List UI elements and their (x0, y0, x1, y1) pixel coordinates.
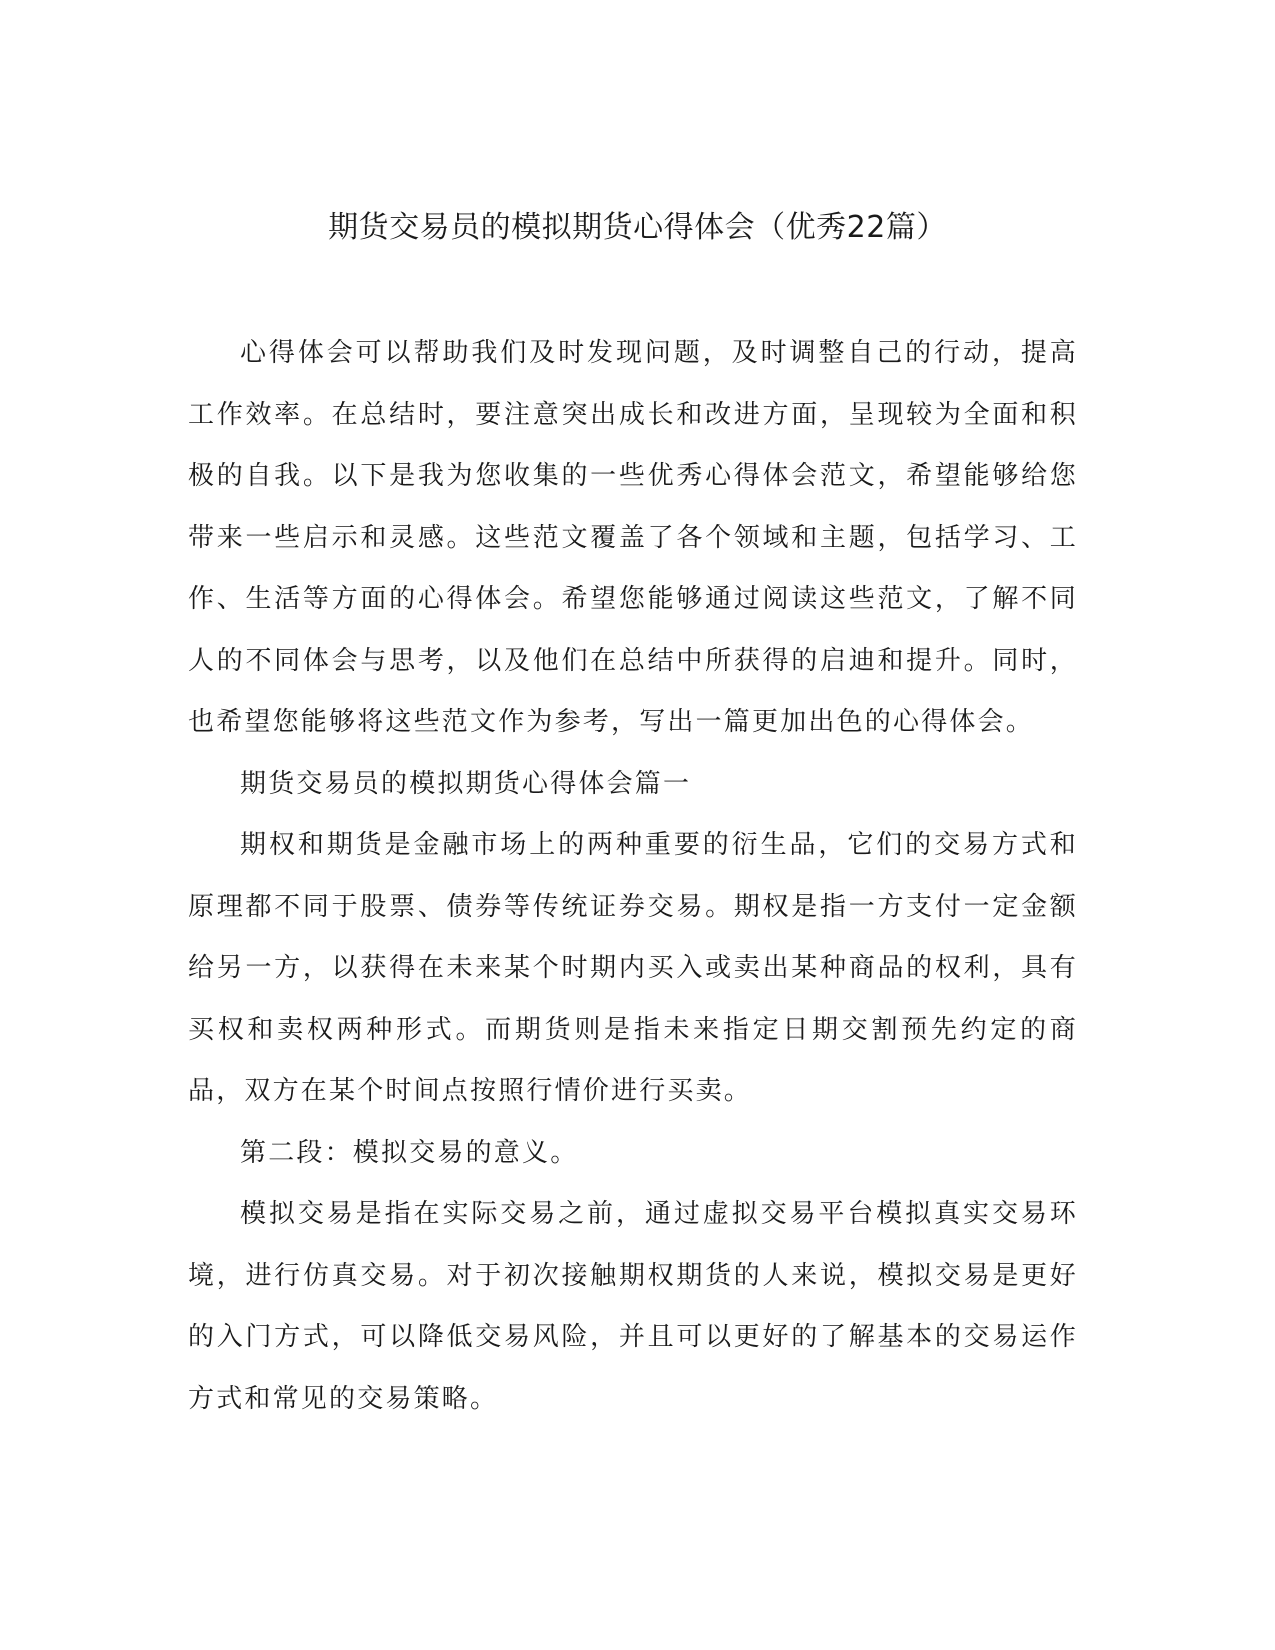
body-paragraph-simulated-trading: 模拟交易是指在实际交易之前，通过虚拟交易平台模拟真实交易环境，进行仿真交易。对于初次接触期权期货的人来说，模拟交易是更好的入门方式，可以降低交易风险，并且可以更好的了解基本的交易运作方式和常见的交易策略。 (188, 1199, 1078, 1414)
body-paragraph-options-futures: 期权和期货是金融市场上的两种重要的衍生品，它们的交易方式和原理都不同于股票、债券等传统证券交易。期权是指一方支付一定金额给另一方，以获得在未来某个时期内买入或卖出某种商品的权利，具有买权和卖权两种形式。而期货则是指未来指定日期交割预先约定的商品，双方在某个时间点按照行情价进行买卖。 (188, 830, 1078, 1106)
intro-paragraph: 心得体会可以帮助我们及时发现问题，及时调整自己的行动，提高工作效率。在总结时，要注意突出成长和改进方面，呈现较为全面和积极的自我。以下是我为您收集的一些优秀心得体会范文，希望能够给您带来一些启示和灵感。这些范文覆盖了各个领域和主题，包括学习、工作、生活等方面的心得体会。希望您能够通过阅读这些范文，了解不同人的不同体会与思考，以及他们在总结中所获得的启迪和提升。同时，也希望您能够将这些范文作为参考，写出一篇更加出色的心得体会。 (188, 338, 1078, 737)
section-heading-part-one: 期货交易员的模拟期货心得体会篇一 (240, 768, 692, 799)
document-body (188, 323, 1078, 1430)
document-title: 期货交易员的模拟期货心得体会（优秀22篇） (328, 210, 947, 245)
section-heading-second-part: 第二段：模拟交易的意义。 (240, 1137, 579, 1168)
